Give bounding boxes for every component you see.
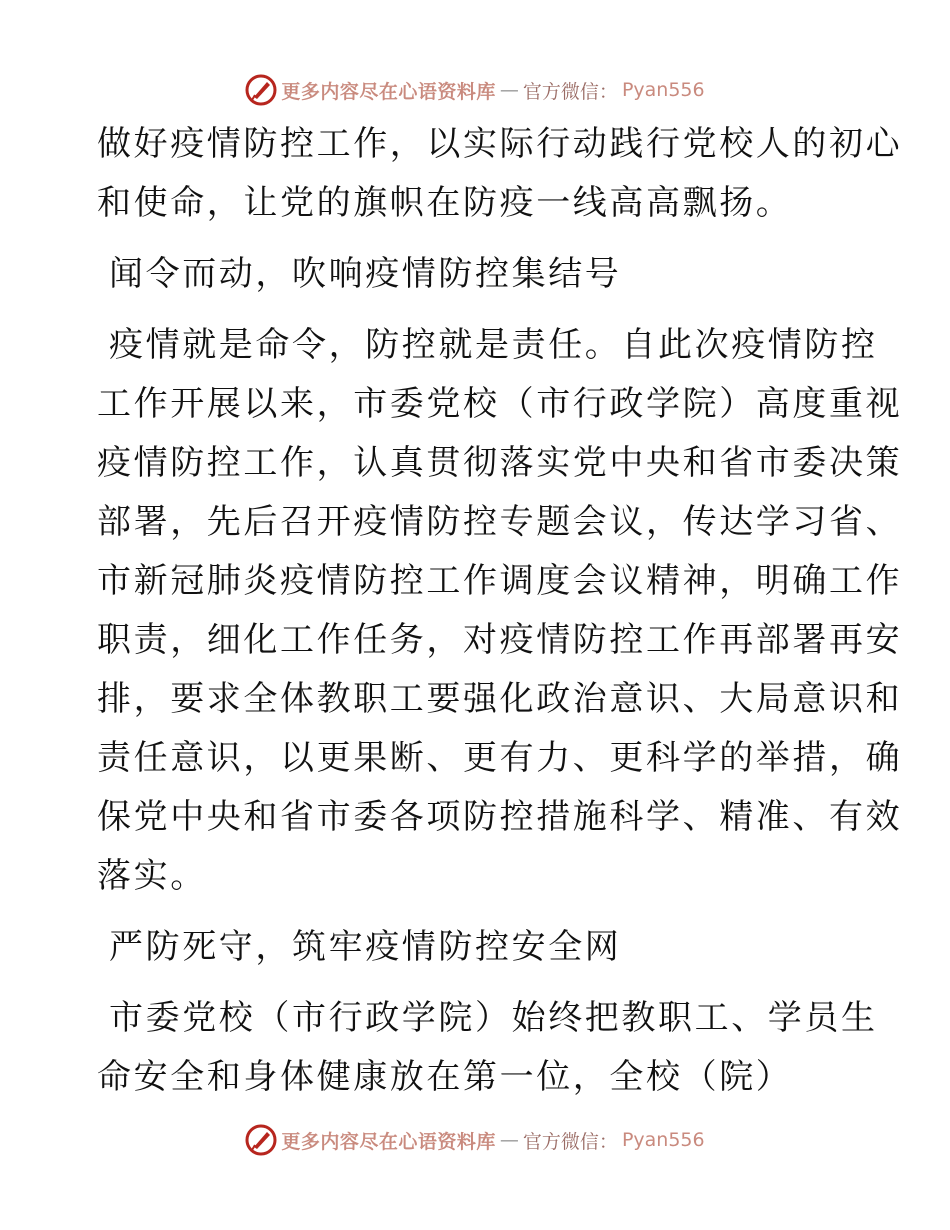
paragraph-line: 工作开展以来，市委党校（市行政学院）高度重视 bbox=[97, 384, 903, 424]
watermark-official-label: 官方微信： bbox=[522, 80, 618, 103]
section-heading-1: 闻令而动，吹响疫情防控集结号 bbox=[109, 254, 622, 294]
paragraph-line: 落实。 bbox=[97, 856, 207, 896]
quill-logo-icon bbox=[245, 1124, 277, 1156]
paragraph-line: 市委党校（市行政学院）始终把教职工、学员生 bbox=[109, 998, 878, 1038]
paragraph-line: 市新冠肺炎疫情防控工作调度会议精神，明确工作 bbox=[97, 561, 903, 601]
paragraph-intro bbox=[97, 115, 903, 233]
paragraph-line: 保党中央和省市委各项防控措施科学、精准、有效 bbox=[97, 797, 903, 837]
paragraph-response bbox=[97, 316, 903, 906]
watermark-dash: — bbox=[499, 1129, 519, 1151]
watermark-official-label: 官方微信： bbox=[522, 1130, 618, 1153]
paragraph-line: 责任意识，以更果断、更有力、更科学的举措，确 bbox=[97, 738, 903, 778]
watermark-wechat-id: Pyan556 bbox=[621, 79, 705, 101]
watermark-brand: 更多内容尽在心语资料库 bbox=[281, 80, 496, 103]
footer-watermark bbox=[0, 1120, 950, 1160]
section-heading-2: 严防死守，筑牢疫情防控安全网 bbox=[109, 927, 622, 967]
paragraph-line: 命安全和身体健康放在第一位，全校（院） bbox=[97, 1057, 793, 1097]
watermark-wechat-id: Pyan556 bbox=[621, 1129, 705, 1151]
header-watermark bbox=[0, 70, 950, 110]
watermark-brand: 更多内容尽在心语资料库 bbox=[281, 1130, 496, 1153]
document-body bbox=[97, 115, 903, 1107]
paragraph-line: 疫情就是命令，防控就是责任。自此次疫情防控 bbox=[109, 325, 878, 365]
paragraph-safety bbox=[97, 989, 878, 1107]
watermark-dash: — bbox=[499, 79, 519, 101]
paragraph-line: 疫情防控工作，认真贯彻落实党中央和省市委决策 bbox=[97, 443, 903, 483]
quill-logo-icon bbox=[245, 74, 277, 106]
paragraph-line: 和使命，让党的旗帜在防疫一线高高飘扬。 bbox=[97, 183, 793, 223]
paragraph-line: 职责，细化工作任务，对疫情防控工作再部署再安 bbox=[97, 620, 903, 660]
paragraph-line: 排，要求全体教职工要强化政治意识、大局意识和 bbox=[97, 679, 903, 719]
paragraph-line: 部署，先后召开疫情防控专题会议，传达学习省、 bbox=[97, 502, 903, 542]
paragraph-line: 做好疫情防控工作，以实际行动践行党校人的初心 bbox=[97, 124, 903, 164]
